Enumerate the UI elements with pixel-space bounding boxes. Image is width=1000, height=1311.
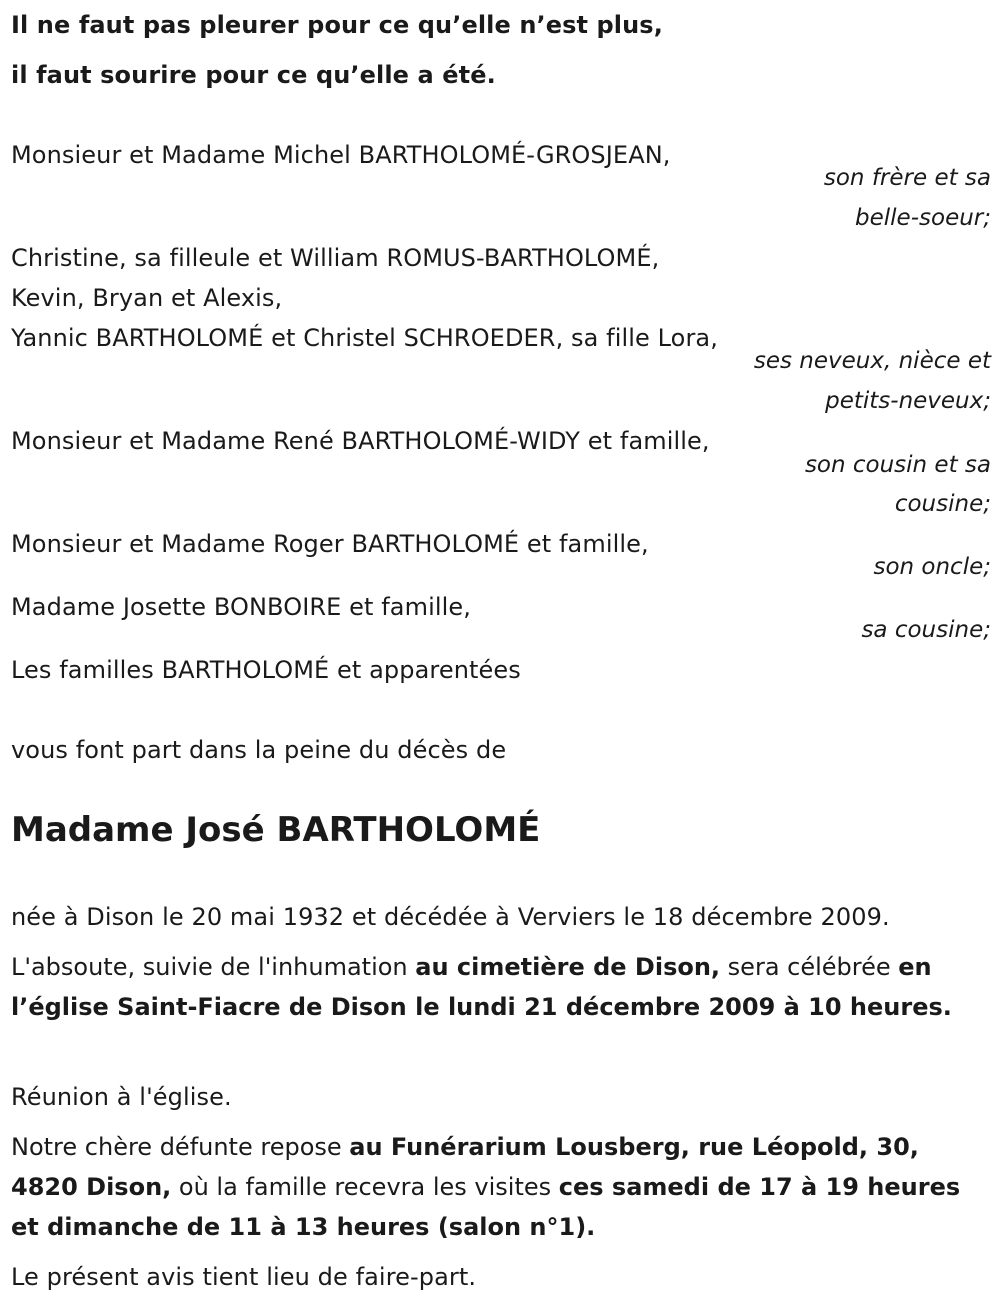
relation-josette: sa cousine; [861,617,991,643]
relation-nephews-1: ses neveux, nièce et [753,348,991,374]
relation-rene-1: son cousin et sa [804,452,991,478]
visitation-paragraph [11,1127,991,1247]
rest-text-1: Notre chère défunte repose [11,1133,350,1161]
mourner-families: Les familles BARTHOLOMÉ et apparentées [11,656,521,684]
relation-michel-2: belle-soeur; [855,205,991,231]
reunion-info: Réunion à l'église. [11,1083,232,1111]
quote-line-1: Il ne faut pas pleurer pour ce qu’elle n’est plus, [11,11,663,39]
mourner-christine: Christine, sa filleule et William ROMUS-BARTHOLOMÉ, [11,244,660,272]
absoute-text-1: L'absoute, suivie de l'inhumation [11,953,416,981]
quote-line-2: il faut sourire pour ce qu’elle a été. [11,61,496,89]
relation-nephews-2: petits-neveux; [825,388,991,414]
cemetery-text: au cimetière de Dison, [415,953,721,981]
church-service-text: en l’église Saint-Fiacre de Dison le lundi 21 décembre 2009 à 10 heures. [11,953,952,1021]
funeral-service-paragraph [11,947,991,1027]
deceased-name: Madame José BARTHOLOMÉ [11,810,541,850]
mourner-michel: Monsieur et Madame Michel BARTHOLOMÉ-GROSJEAN, [11,141,671,169]
mourner-yannic: Yannic BARTHOLOMÉ et Christel SCHROEDER, sa fille Lora, [11,324,718,352]
mourner-rene: Monsieur et Madame René BARTHOLOMÉ-WIDY et famille, [11,427,710,455]
birth-death-info: née à Dison le 20 mai 1932 et décédée à Verviers le 18 décembre 2009. [11,903,890,931]
relation-roger: son oncle; [873,554,991,580]
rest-text-3: où la famille recevra les visites [171,1173,559,1201]
absoute-text-3: sera célébrée [720,953,899,981]
mourner-josette: Madame Josette BONBOIRE et famille, [11,593,471,621]
notice-footer: Le présent avis tient lieu de faire-part. [11,1263,477,1291]
funeral-home-text: au Funérarium Lousberg, rue Léopold, 30, 4820 Dison, [11,1133,919,1201]
relation-rene-2: cousine; [894,491,991,517]
mourner-roger: Monsieur et Madame Roger BARTHOLOMÉ et famille, [11,530,649,558]
announcement-text: vous font part dans la peine du décès de [11,736,507,764]
relation-michel-1: son frère et sa [823,165,991,191]
mourner-kevin: Kevin, Bryan et Alexis, [11,284,283,312]
visiting-hours-text: ces samedi de 17 à 19 heures et dimanche de 11 à 13 heures (salon n°1). [11,1173,961,1241]
